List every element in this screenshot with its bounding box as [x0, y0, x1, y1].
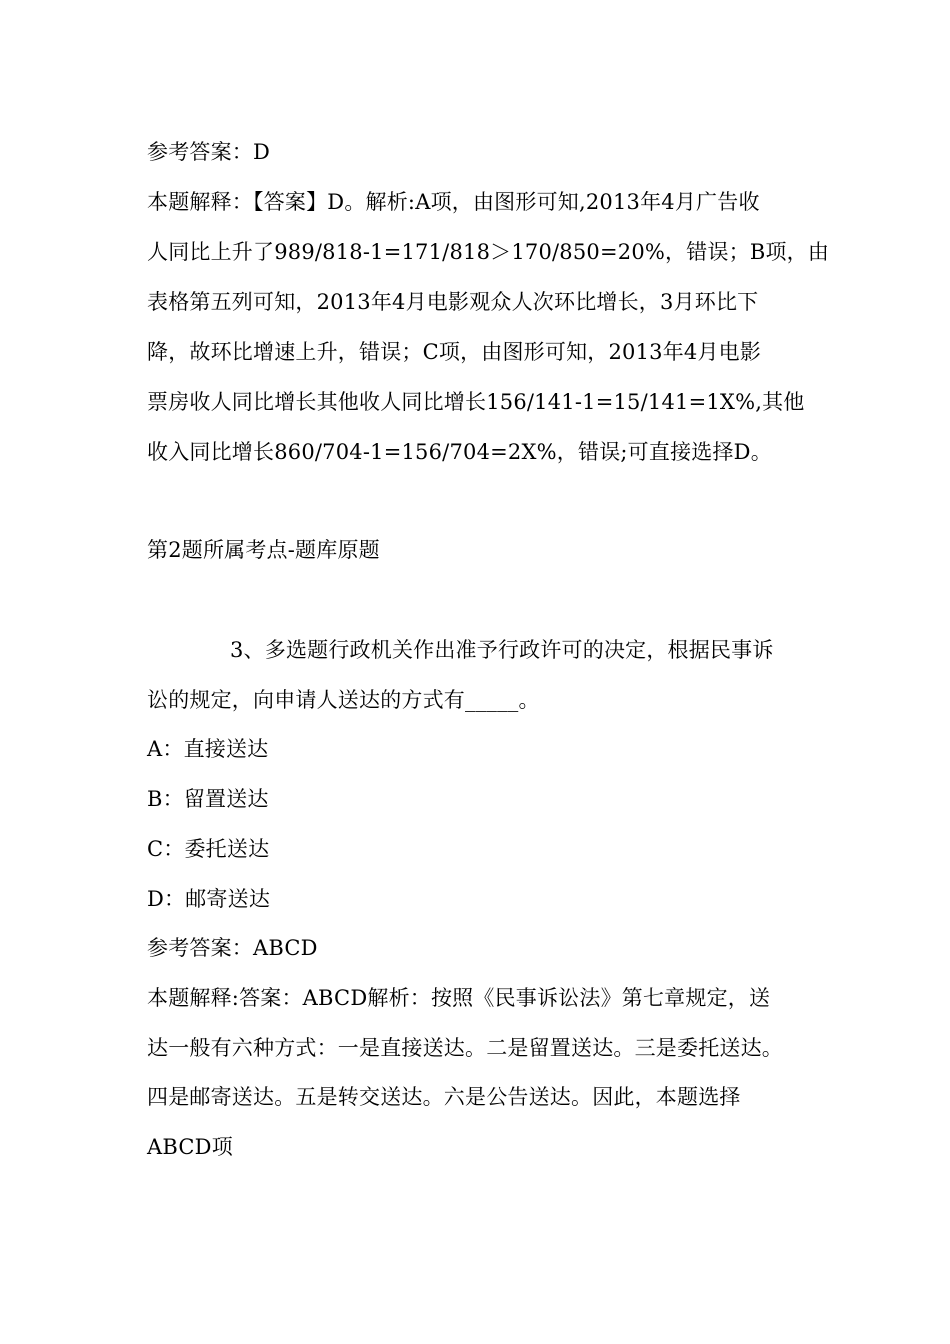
- q3-answer: 参考答案：ABCD: [147, 936, 318, 960]
- q2-explanation-line-4: 降，故环比增速上升，错误；C项，由图形可知，2013年4月电影: [147, 340, 762, 364]
- q3-explanation-line-3: 四是邮寄送达。五是转交送达。六是公告送达。因此，本题选择: [147, 1085, 741, 1109]
- q2-explanation-line-5: 票房收人同比增长其他收人同比增长156/141-1=15/141=1X%,其他: [147, 390, 805, 414]
- q3-option-d: D：邮寄送达: [147, 887, 271, 911]
- q3-explanation-line-4: ABCD项: [147, 1135, 233, 1159]
- q3-question-line-1: 3、多选题行政机关作出准予行政许可的决定，根据民事诉: [230, 638, 774, 662]
- q2-answer: 参考答案：D: [147, 140, 271, 164]
- q2-explanation-line-1: 本题解释：【答案】D。解析:A项，由图形可知,2013年4月广告收: [147, 190, 760, 214]
- q3-explanation-line-2: 达一般有六种方式：一是直接送达。二是留置送达。三是委托送达。: [147, 1036, 783, 1060]
- q3-option-c: C：委托送达: [147, 837, 270, 861]
- q3-explanation-line-1: 本题解释:答案：ABCD解析：按照《民事诉讼法》第七章规定，送: [147, 986, 771, 1010]
- q2-topic: 第2题所属考点-题库原题: [147, 538, 380, 562]
- q2-explanation-line-3: 表格第五列可知，2013年4月电影观众人次环比增长，3月环比下: [147, 290, 759, 314]
- q3-option-a: A：直接送达: [147, 737, 269, 761]
- q2-explanation-line-6: 收入同比增长860/704-1=156/704=2X%，错误;可直接选择D。: [147, 440, 772, 464]
- q3-option-b: B：留置送达: [147, 787, 269, 811]
- q3-question-line-2: 讼的规定，向申请人送达的方式有_____。: [147, 688, 540, 712]
- q2-explanation-line-2: 人同比上升了989/818-1=171/818＞170/850=20%，错误；B项，由: [147, 240, 830, 264]
